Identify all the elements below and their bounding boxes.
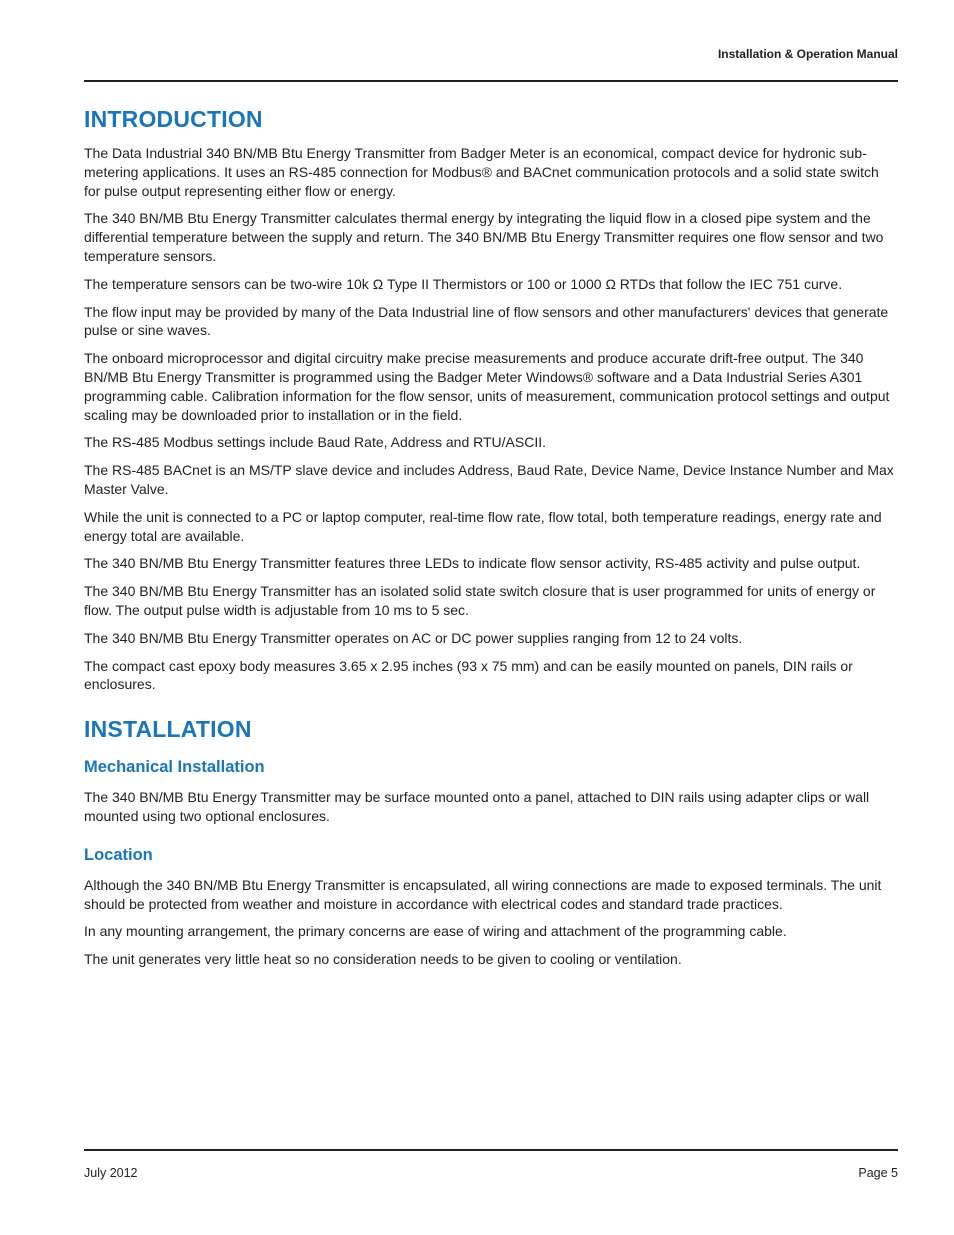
mechanical-installation-heading: Mechanical Installation <box>84 758 265 777</box>
installation-heading: INSTALLATION <box>84 716 252 743</box>
page-content <box>84 106 898 978</box>
footer-date: July 2012 <box>84 1166 138 1180</box>
location-paragraph: In any mounting arrangement, the primary concerns are ease of wiring and attachment of the programming cable. <box>84 923 787 940</box>
intro-paragraph: The RS-485 BACnet is an MS/TP slave device and includes Address, Baud Rate, Device Name, Device Instance Number and Max Master Valve. <box>84 462 894 497</box>
intro-paragraph: The 340 BN/MB Btu Energy Transmitter has an isolated solid state switch closure that is user programmed for units of energy or flow. The output pulse width is adjustable from 10 ms to 5 sec. <box>84 583 876 618</box>
location-heading: Location <box>84 845 153 864</box>
intro-paragraph: The 340 BN/MB Btu Energy Transmitter operates on AC or DC power supplies ranging from 12 to 24 volts. <box>84 629 743 646</box>
footer-divider <box>84 1149 898 1151</box>
intro-paragraph: The flow input may be provided by many of the Data Industrial line of flow sensors and other manufacturers' devices that generate pulse or sine waves. <box>84 303 889 339</box>
intro-paragraph: While the unit is connected to a PC or laptop computer, real-time flow rate, flow total, both temperature readings, energy rate and energy total are available. <box>84 508 882 544</box>
intro-paragraph: The RS-485 Modbus settings include Baud Rate, Address and RTU/ASCII. <box>84 434 546 451</box>
intro-paragraph: The Data Industrial 340 BN/MB Btu Energy Transmitter from Badger Meter is an economical, compact device for hydronic sub-metering applications. It uses an RS-485 connection for Modbus® and BACnet communication protocols and a solid state switch for pulse output representing either flow or energy. <box>84 145 879 199</box>
header-divider <box>84 80 898 82</box>
introduction-heading: INTRODUCTION <box>84 106 263 132</box>
page-number: Page 5 <box>858 1166 898 1180</box>
running-header: Installation & Operation Manual <box>717 47 898 61</box>
location-paragraph: The unit generates very little heat so no consideration needs to be given to cooling or ventilation. <box>84 951 682 968</box>
location-paragraph: Although the 340 BN/MB Btu Energy Transmitter is encapsulated, all wiring connections are made to exposed terminals. The unit should be protected from weather and moisture in accordance with electrical codes and standard trade practices. <box>84 876 882 912</box>
intro-paragraph: The temperature sensors can be two-wire 10k Ω Type II Thermistors or 100 or 1000 Ω RTDs that follow the IEC 751 curve. <box>84 275 843 292</box>
intro-paragraph: The compact cast epoxy body measures 3.65 x 2.95 inches (93 x 75 mm) and can be easily mounted on panels, DIN rails or enclosures. <box>84 657 853 693</box>
intro-paragraph: The 340 BN/MB Btu Energy Transmitter calculates thermal energy by integrating the liquid flow in a closed pipe system and the differential temperature between the supply and return. The 340 BN/MB Btu Energy Transmitter requires one flow sensor and two temperature sensors. <box>84 210 884 264</box>
intro-paragraph: The onboard microprocessor and digital circuitry make precise measurements and produce accurate drift-free output. The 340 BN/MB Btu Energy Transmitter is programmed using the Badger Meter Windows® software and a Data Industrial Series A301 programming cable. Calibration information for the flow sensor, units of measurement, communication protocol settings and output scaling may be downloaded prior to installation or in the field. <box>84 350 890 423</box>
mechanical-paragraph: The 340 BN/MB Btu Energy Transmitter may be surface mounted onto a panel, attached to DIN rails using adapter clips or wall mounted using two optional enclosures. <box>84 789 870 824</box>
intro-paragraph: The 340 BN/MB Btu Energy Transmitter features three LEDs to indicate flow sensor activity, RS-485 activity and pulse output. <box>84 555 861 572</box>
